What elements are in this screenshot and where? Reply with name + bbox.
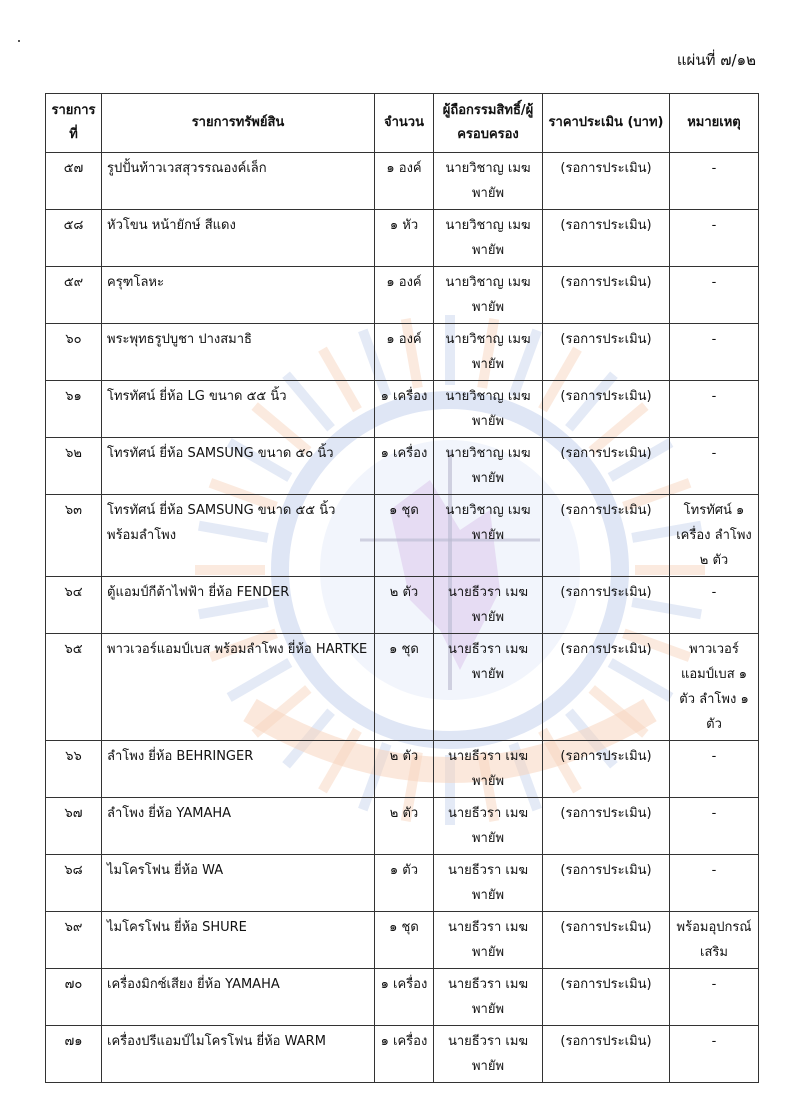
cell-no: ๖๙ (46, 912, 102, 969)
cell-item: ครุฑโลหะ (102, 267, 375, 324)
table-row (46, 495, 759, 577)
cell-qty: ๑ องค์ (375, 267, 434, 324)
cell-price: (รอการประเมิน) (543, 153, 670, 210)
cell-qty: ๑ องค์ (375, 153, 434, 210)
cell-owner: นายวิชาญ เมฆพายัพ (434, 438, 543, 495)
header-item: รายการทรัพย์สิน (102, 94, 375, 153)
cell-note: - (670, 438, 759, 495)
cell-no: ๖๖ (46, 741, 102, 798)
cell-note: - (670, 210, 759, 267)
cell-price: (รอการประเมิน) (543, 381, 670, 438)
table-row (46, 912, 759, 969)
cell-note: - (670, 267, 759, 324)
cell-note: - (670, 1026, 759, 1083)
cell-item: ไมโครโฟน ยี่ห้อ SHURE (102, 912, 375, 969)
cell-price: (รอการประเมิน) (543, 634, 670, 741)
cell-price: (รอการประเมิน) (543, 324, 670, 381)
cell-owner: นายธีวรา เมฆพายัพ (434, 798, 543, 855)
cell-owner: นายธีวรา เมฆพายัพ (434, 969, 543, 1026)
cell-qty: ๒ ตัว (375, 577, 434, 634)
header-qty: จำนวน (375, 94, 434, 153)
cell-item: โทรทัศน์ ยี่ห้อ LG ขนาด ๕๕ นิ้ว (102, 381, 375, 438)
cell-no: ๖๓ (46, 495, 102, 577)
table-row (46, 855, 759, 912)
cell-no: ๖๕ (46, 634, 102, 741)
table-row (46, 741, 759, 798)
cell-owner: นายธีวรา เมฆพายัพ (434, 855, 543, 912)
cell-no: ๕๙ (46, 267, 102, 324)
cell-no: ๗๑ (46, 1026, 102, 1083)
table-row (46, 381, 759, 438)
table-row (46, 210, 759, 267)
cell-owner: นายธีวรา เมฆพายัพ (434, 634, 543, 741)
table-row (46, 324, 759, 381)
cell-price: (รอการประเมิน) (543, 438, 670, 495)
cell-note: - (670, 798, 759, 855)
cell-item: เครื่องปรีแอมป์ไมโครโฟน ยี่ห้อ WARM (102, 1026, 375, 1083)
cell-qty: ๒ ตัว (375, 798, 434, 855)
cell-note: โทรทัศน์ ๑ เครื่อง ลำโพง ๒ ตัว (670, 495, 759, 577)
cell-owner: นายวิชาญ เมฆพายัพ (434, 153, 543, 210)
cell-price: (รอการประเมิน) (543, 267, 670, 324)
cell-owner: นายธีวรา เมฆพายัพ (434, 577, 543, 634)
cell-no: ๕๗ (46, 153, 102, 210)
cell-no: ๖๒ (46, 438, 102, 495)
cell-no: ๕๘ (46, 210, 102, 267)
cell-qty: ๑ เครื่อง (375, 969, 434, 1026)
table-row (46, 969, 759, 1026)
cell-item: ตู้แอมป์กีต้าไฟฟ้า ยี่ห้อ FENDER (102, 577, 375, 634)
cell-price: (รอการประเมิน) (543, 495, 670, 577)
header-note: หมายเหตุ (670, 94, 759, 153)
cell-note: - (670, 153, 759, 210)
cell-owner: นายธีวรา เมฆพายัพ (434, 741, 543, 798)
cell-item: โทรทัศน์ ยี่ห้อ SAMSUNG ขนาด ๕๐ นิ้ว (102, 438, 375, 495)
cell-owner: นายธีวรา เมฆพายัพ (434, 1026, 543, 1083)
cell-no: ๖๗ (46, 798, 102, 855)
cell-note: - (670, 969, 759, 1026)
table-row (46, 267, 759, 324)
scan-speck (18, 40, 20, 42)
cell-qty: ๑ องค์ (375, 324, 434, 381)
page-number: แผ่นที่ ๗/๑๒ (676, 51, 756, 69)
cell-owner: นายวิชาญ เมฆพายัพ (434, 495, 543, 577)
cell-note: - (670, 577, 759, 634)
cell-qty: ๑ เครื่อง (375, 1026, 434, 1083)
cell-no: ๗๐ (46, 969, 102, 1026)
cell-item: พาวเวอร์แอมป์เบส พร้อมลำโพง ยี่ห้อ HARTKE (102, 634, 375, 741)
cell-note: - (670, 855, 759, 912)
cell-qty: ๑ ชุด (375, 634, 434, 741)
cell-qty: ๑ เครื่อง (375, 438, 434, 495)
cell-price: (รอการประเมิน) (543, 577, 670, 634)
cell-item: รูปปั้นท้าวเวสสุวรรณองค์เล็ก (102, 153, 375, 210)
cell-owner: นายวิชาญ เมฆพายัพ (434, 381, 543, 438)
cell-owner: นายวิชาญ เมฆพายัพ (434, 210, 543, 267)
cell-qty: ๑ หัว (375, 210, 434, 267)
cell-no: ๖๘ (46, 855, 102, 912)
cell-item: ลำโพง ยี่ห้อ YAMAHA (102, 798, 375, 855)
cell-qty: ๑ เครื่อง (375, 381, 434, 438)
cell-price: (รอการประเมิน) (543, 210, 670, 267)
table-row (46, 577, 759, 634)
asset-table (45, 93, 759, 1083)
cell-price: (รอการประเมิน) (543, 912, 670, 969)
cell-qty: ๑ ตัว (375, 855, 434, 912)
cell-price: (รอการประเมิน) (543, 969, 670, 1026)
cell-qty: ๒ ตัว (375, 741, 434, 798)
cell-no: ๖๑ (46, 381, 102, 438)
cell-item: เครื่องมิกซ์เสียง ยี่ห้อ YAMAHA (102, 969, 375, 1026)
cell-qty: ๑ ชุด (375, 495, 434, 577)
cell-item: พระพุทธรูปบูชา ปางสมาธิ (102, 324, 375, 381)
table-header-row (46, 94, 759, 153)
table-row (46, 438, 759, 495)
cell-note: พาวเวอร์แอมป์เบส ๑ ตัว ลำโพง ๑ ตัว (670, 634, 759, 741)
cell-note: - (670, 381, 759, 438)
table-row (46, 634, 759, 741)
cell-note: - (670, 324, 759, 381)
table-row (46, 1026, 759, 1083)
cell-item: ไมโครโฟน ยี่ห้อ WA (102, 855, 375, 912)
header-price: ราคาประเมิน (บาท) (543, 94, 670, 153)
cell-owner: นายวิชาญ เมฆพายัพ (434, 324, 543, 381)
table-row (46, 153, 759, 210)
cell-no: ๖๐ (46, 324, 102, 381)
header-owner: ผู้ถือกรรมสิทธิ์/ผู้ครอบครอง (434, 94, 543, 153)
cell-note: พร้อมอุปกรณ์เสริม (670, 912, 759, 969)
cell-price: (รอการประเมิน) (543, 798, 670, 855)
cell-price: (รอการประเมิน) (543, 741, 670, 798)
cell-item: โทรทัศน์ ยี่ห้อ SAMSUNG ขนาด ๕๕ นิ้ว พร้อมลำโพง (102, 495, 375, 577)
cell-qty: ๑ ชุด (375, 912, 434, 969)
cell-item: ลำโพง ยี่ห้อ BEHRINGER (102, 741, 375, 798)
cell-price: (รอการประเมิน) (543, 1026, 670, 1083)
cell-item: หัวโขน หน้ายักษ์ สีแดง (102, 210, 375, 267)
cell-owner: นายวิชาญ เมฆพายัพ (434, 267, 543, 324)
cell-price: (รอการประเมิน) (543, 855, 670, 912)
cell-note: - (670, 741, 759, 798)
table-row (46, 798, 759, 855)
cell-no: ๖๔ (46, 577, 102, 634)
cell-owner: นายธีวรา เมฆพายัพ (434, 912, 543, 969)
header-no: รายการที่ (46, 94, 102, 153)
